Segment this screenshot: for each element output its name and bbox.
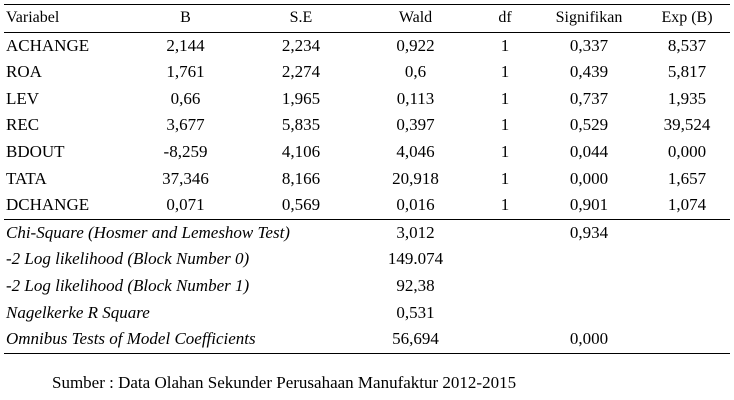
cell-wald: 0,016 bbox=[396, 195, 435, 215]
summary-row bbox=[4, 273, 730, 300]
summary-empty bbox=[476, 219, 534, 246]
cell-wald: 0,113 bbox=[396, 88, 435, 108]
variable-name: BDOUT bbox=[6, 141, 65, 161]
cell-se: 8,166 bbox=[281, 168, 321, 188]
header-signifikan: Signifikan bbox=[534, 5, 644, 33]
cell-signifikan: 0,337 bbox=[569, 35, 609, 55]
cell-se: 4,106 bbox=[281, 141, 321, 161]
header-b: B bbox=[124, 5, 247, 33]
cell-df: 1 bbox=[500, 115, 510, 135]
header-wald: Wald bbox=[355, 5, 476, 33]
summary-label: -2 Log likelihood (Block Number 0) bbox=[6, 249, 250, 269]
summary-empty bbox=[476, 326, 534, 353]
table-row bbox=[4, 192, 730, 219]
summary-empty bbox=[644, 246, 730, 273]
cell-wald: 4,046 bbox=[396, 141, 435, 161]
header-se: S.E bbox=[247, 5, 355, 33]
cell-exp-b: 0,000 bbox=[667, 141, 707, 161]
cell-b: -8,259 bbox=[163, 141, 208, 161]
cell-signifikan: 0,901 bbox=[569, 195, 609, 215]
summary-sig: 0,000 bbox=[534, 326, 644, 353]
table-row bbox=[4, 112, 730, 139]
cell-signifikan: 0,000 bbox=[569, 168, 609, 188]
header-row bbox=[4, 5, 730, 33]
table-row bbox=[4, 139, 730, 166]
summary-row bbox=[4, 219, 730, 246]
summary-sig bbox=[534, 300, 644, 327]
summary-value: 0,531 bbox=[396, 302, 435, 322]
cell-wald: 20,918 bbox=[392, 168, 439, 188]
header-exp-b: Exp (B) bbox=[644, 5, 730, 33]
cell-signifikan: 0,439 bbox=[569, 62, 609, 82]
cell-se: 5,835 bbox=[281, 115, 321, 135]
cell-wald: 0,397 bbox=[396, 115, 435, 135]
cell-b: 1,761 bbox=[166, 62, 205, 82]
cell-exp-b: 1,935 bbox=[667, 88, 707, 108]
table-row bbox=[4, 59, 730, 86]
cell-df: 1 bbox=[500, 62, 510, 82]
summary-sig bbox=[534, 273, 644, 300]
summary-row bbox=[4, 246, 730, 273]
summary-value: 3,012 bbox=[355, 219, 476, 246]
cell-se: 0,569 bbox=[281, 195, 321, 215]
cell-wald: 0,922 bbox=[396, 35, 435, 55]
summary-value: 149.074 bbox=[387, 249, 444, 269]
summary-row bbox=[4, 300, 730, 327]
table-row bbox=[4, 166, 730, 193]
variable-name: ACHANGE bbox=[6, 35, 90, 55]
source-note: Sumber : Data Olahan Sekunder Perusahaan Manufaktur 2012-2015 bbox=[52, 373, 517, 392]
summary-sig bbox=[534, 246, 644, 273]
table-header bbox=[4, 5, 730, 33]
summary-label: Omnibus Tests of Model Coefficients bbox=[4, 326, 355, 353]
cell-b: 2,144 bbox=[166, 35, 205, 55]
cell-exp-b: 8,537 bbox=[667, 35, 707, 55]
summary-sig: 0,934 bbox=[534, 219, 644, 246]
variable-name: ROA bbox=[6, 62, 42, 82]
header-df: df bbox=[476, 5, 534, 33]
summary-empty bbox=[644, 326, 730, 353]
cell-df: 1 bbox=[500, 168, 510, 188]
summary-value: 56,694 bbox=[355, 326, 476, 353]
summary-empty bbox=[476, 246, 534, 273]
variable-name: DCHANGE bbox=[6, 195, 90, 215]
summary-label: Nagelkerke R Square bbox=[6, 302, 150, 322]
cell-exp-b: 39,524 bbox=[663, 115, 711, 135]
cell-b: 0,071 bbox=[166, 195, 205, 215]
header-variabel: Variabel bbox=[4, 5, 124, 33]
cell-b: 3,677 bbox=[166, 115, 205, 135]
table-body bbox=[4, 32, 730, 353]
summary-empty bbox=[476, 300, 534, 327]
cell-b: 0,66 bbox=[170, 88, 201, 108]
cell-df: 1 bbox=[500, 35, 510, 55]
cell-b: 37,346 bbox=[162, 168, 209, 188]
cell-se: 1,965 bbox=[281, 88, 321, 108]
cell-df: 1 bbox=[500, 141, 510, 161]
cell-signifikan: 0,529 bbox=[569, 115, 609, 135]
cell-se: 2,274 bbox=[281, 62, 321, 82]
summary-value: 92,38 bbox=[396, 275, 435, 295]
cell-signifikan: 0,044 bbox=[569, 141, 609, 161]
table-row bbox=[4, 32, 730, 59]
cell-df: 1 bbox=[500, 88, 510, 108]
regression-results-table bbox=[4, 4, 730, 354]
summary-label: Chi-Square (Hosmer and Lemeshow Test) bbox=[4, 219, 355, 246]
variable-name: REC bbox=[6, 115, 40, 135]
summary-empty bbox=[644, 273, 730, 300]
summary-empty bbox=[644, 219, 730, 246]
summary-empty bbox=[644, 300, 730, 327]
table-row bbox=[4, 86, 730, 113]
cell-exp-b: 5,817 bbox=[667, 62, 707, 82]
cell-exp-b: 1,657 bbox=[667, 168, 707, 188]
summary-row bbox=[4, 326, 730, 353]
cell-exp-b: 1,074 bbox=[667, 195, 707, 215]
cell-wald: 0,6 bbox=[404, 62, 427, 82]
cell-signifikan: 0,737 bbox=[569, 88, 609, 108]
summary-label: -2 Log likelihood (Block Number 1) bbox=[6, 275, 250, 295]
variable-name: TATA bbox=[6, 168, 47, 188]
variable-name: LEV bbox=[6, 88, 40, 108]
cell-df: 1 bbox=[500, 195, 510, 215]
cell-se: 2,234 bbox=[281, 35, 321, 55]
summary-empty bbox=[476, 273, 534, 300]
